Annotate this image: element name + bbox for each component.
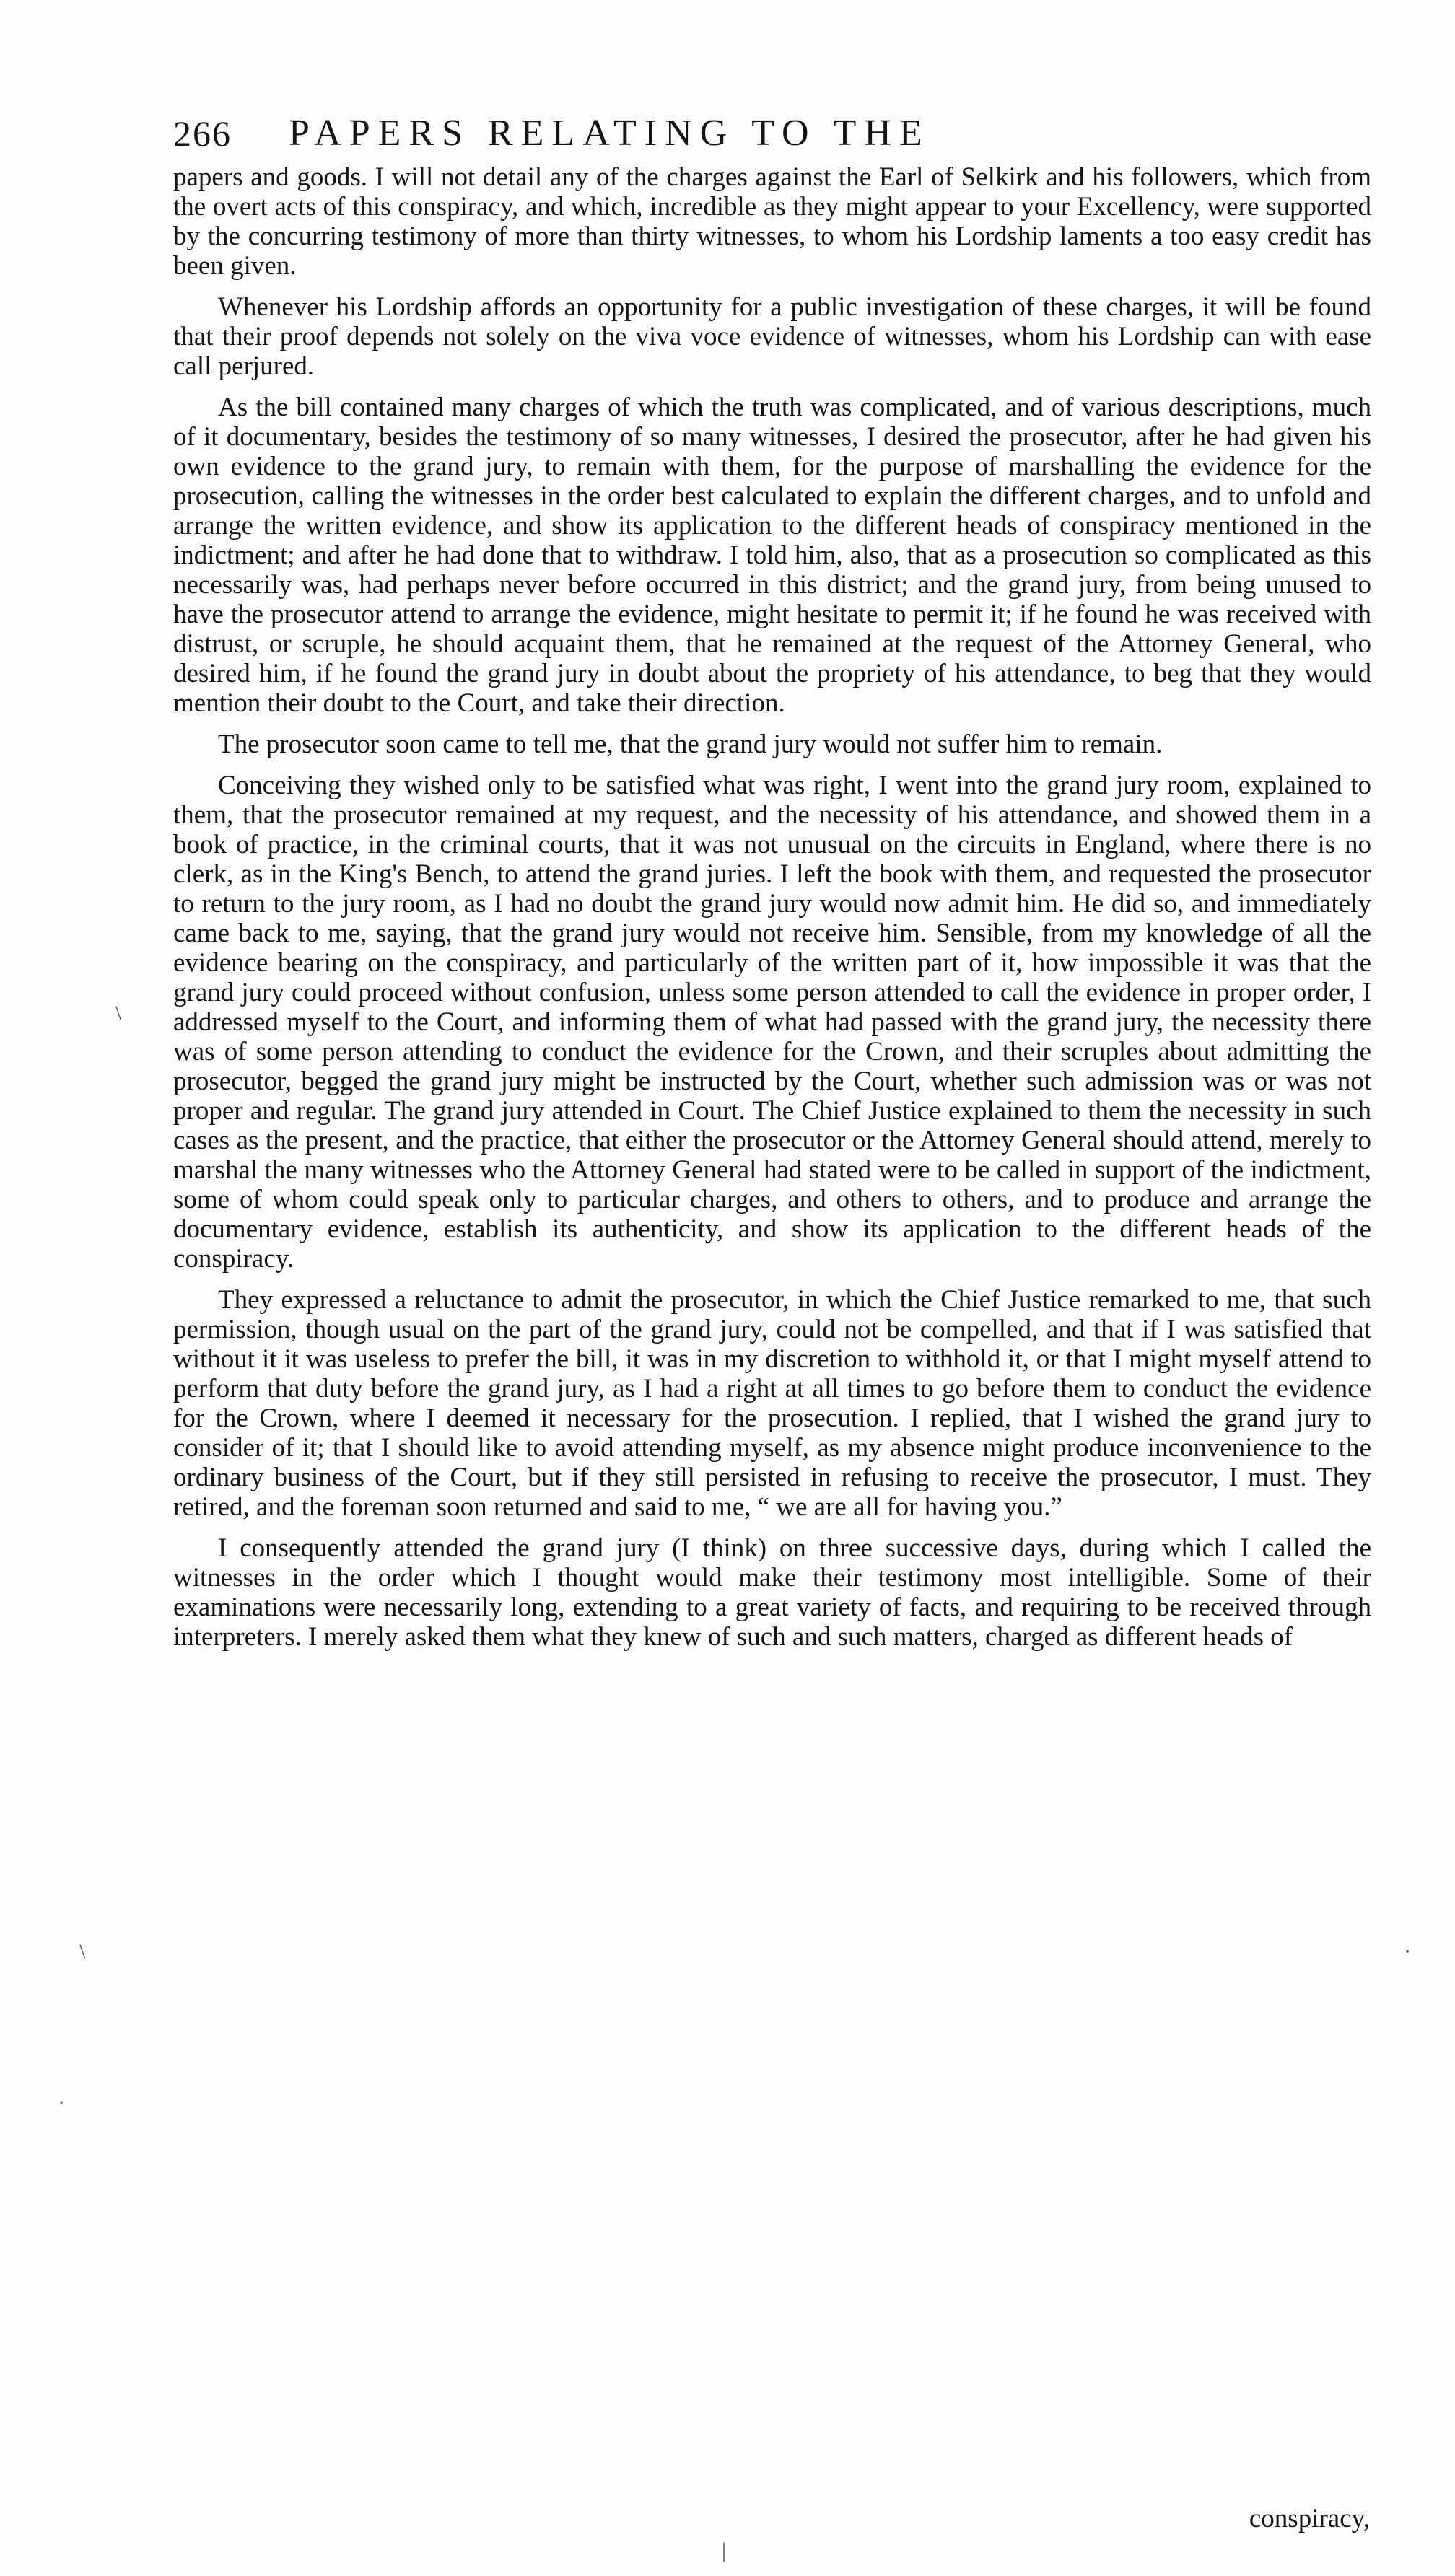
paragraph: They expressed a reluctance to admit the prosecutor, in which the Chief Justice remarked to me, that such permission, though usual on the part of the grand jury, could not be compelled, and that if I was satisfied that without it it was useless to prefer the bill, it was in my discretion to withhold it, or that I might myself attend to perform that duty before the grand jury, as I had a right at all times to go before them to conduct the evidence for the Crown, where I deemed it necessary for the prosecution. I replied, that I wished the grand jury to consider of it; that I should like to avoid attending myself, as my absence might produce inconvenience to the ordinary business of the Court, but if they still persisted in refusing to receive the prosecutor, I must. They retired, and the foreman soon returned and said to me, “ we are all for having you.” — [173, 1285, 1371, 1522]
scan-speck: | — [722, 2538, 727, 2562]
paragraph: I consequently attended the grand jury (I think) on three successive days, during which I called the witnesses in the order which I thought would make their testimony most intelligible. Some of their examinations were necessarily long, extending to a great variety of facts, and requiring to be received through interpreters. I merely asked them what they knew of such and such matters, charged as different heads of — [173, 1533, 1371, 1652]
page-header — [173, 108, 1371, 166]
scan-speck: \ — [79, 1940, 86, 1963]
paragraph: papers and goods. I will not detail any of the charges against the Earl of Selkirk and his followers, which from the overt acts of this conspiracy, and which, incredible as they might appear to your Excellency, were supported by the concurring testimony of more than thirty witnesses, to whom his Lordship laments a too easy credit has been given. — [173, 162, 1371, 281]
running-head: PAPERS RELATING TO THE — [289, 113, 930, 154]
paragraph: Whenever his Lordship affords an opportunity for a public investigation of these charges, it will be found that their proof depends not solely on the viva voce evidence of witnesses, whom his Lordship can with ease call perjured. — [173, 292, 1371, 381]
paragraph: Conceiving they wished only to be satisfied what was right, I went into the grand jury room, explained to them, that the prosecutor remained at my request, and the necessity of his attendance, and showed them in a book of practice, in the criminal courts, that it was not unusual on the circuits in England, where there is no clerk, as in the King's Bench, to attend the grand juries. I left the book with them, and requested the prosecutor to return to the jury room, as I had no doubt the grand jury would now admit him. He did so, and immediately came back to me, saying, that the grand jury would not receive him. Sensible, from my knowledge of all the evidence bearing on the conspiracy, and particularly of the written part of it, how impossible it was that the grand jury could proceed without confusion, unless some person attended to call the evidence in proper order, I addressed myself to the Court, and informing them of what had passed with the grand jury, the necessity there was of some person attending to conduct the evidence for the Crown, and their scruples about admitting the prosecutor, begged the grand jury might be instructed by the Court, whether such admission was or was not proper and regular. The grand jury attended in Court. The Chief Justice explained to them the necessity in such cases as the present, and the practice, that either the prosecutor or the Attorney General should attend, merely to marshal the many witnesses who the Attorney General had stated were to be called in support of the indictment, some of whom could speak only to particular charges, and others to others, and to produce and arrange the documentary evidence, establish its authenticity, and show its application to the different heads of the conspiracy. — [173, 771, 1371, 1274]
scan-speck: · — [58, 2091, 65, 2115]
paragraph: The prosecutor soon came to tell me, that the grand jury would not suffer him to remain. — [218, 730, 1163, 759]
scan-speck: \ — [115, 1002, 122, 1025]
paragraph: As the bill contained many charges of which the truth was complicated, and of various descriptions, much of it documentary, besides the testimony of so many witnesses, I desired the prosecutor, after he had given his own evidence to the grand jury, to remain with them, for the purpose of marshalling the evidence for the prosecution, calling the witnesses in the order best calculated to explain the different charges, and to unfold and arrange the written evidence, and show its application to the different heads of conspiracy mentioned in the indictment; and after he had done that to withdraw. I told him, also, that as a prosecution so complicated as this necessarily was, had perhaps never before occurred in this district; and the grand jury, from being unused to have the prosecutor attend to arrange the evidence, might hesitate to permit it; if he found he was received with distrust, or scruple, he should acquaint them, that he remained at the request of the Attorney General, who desired him, if he found the grand jury in doubt about the propriety of his attendance, to beg that they would mention their doubt to the Court, and take their direction. — [173, 393, 1371, 718]
scan-speck: · — [1404, 1940, 1411, 1963]
page-number: 266 — [173, 113, 232, 154]
body-text — [173, 162, 1371, 1663]
catchword: conspiracy, — [1249, 2504, 1370, 2533]
